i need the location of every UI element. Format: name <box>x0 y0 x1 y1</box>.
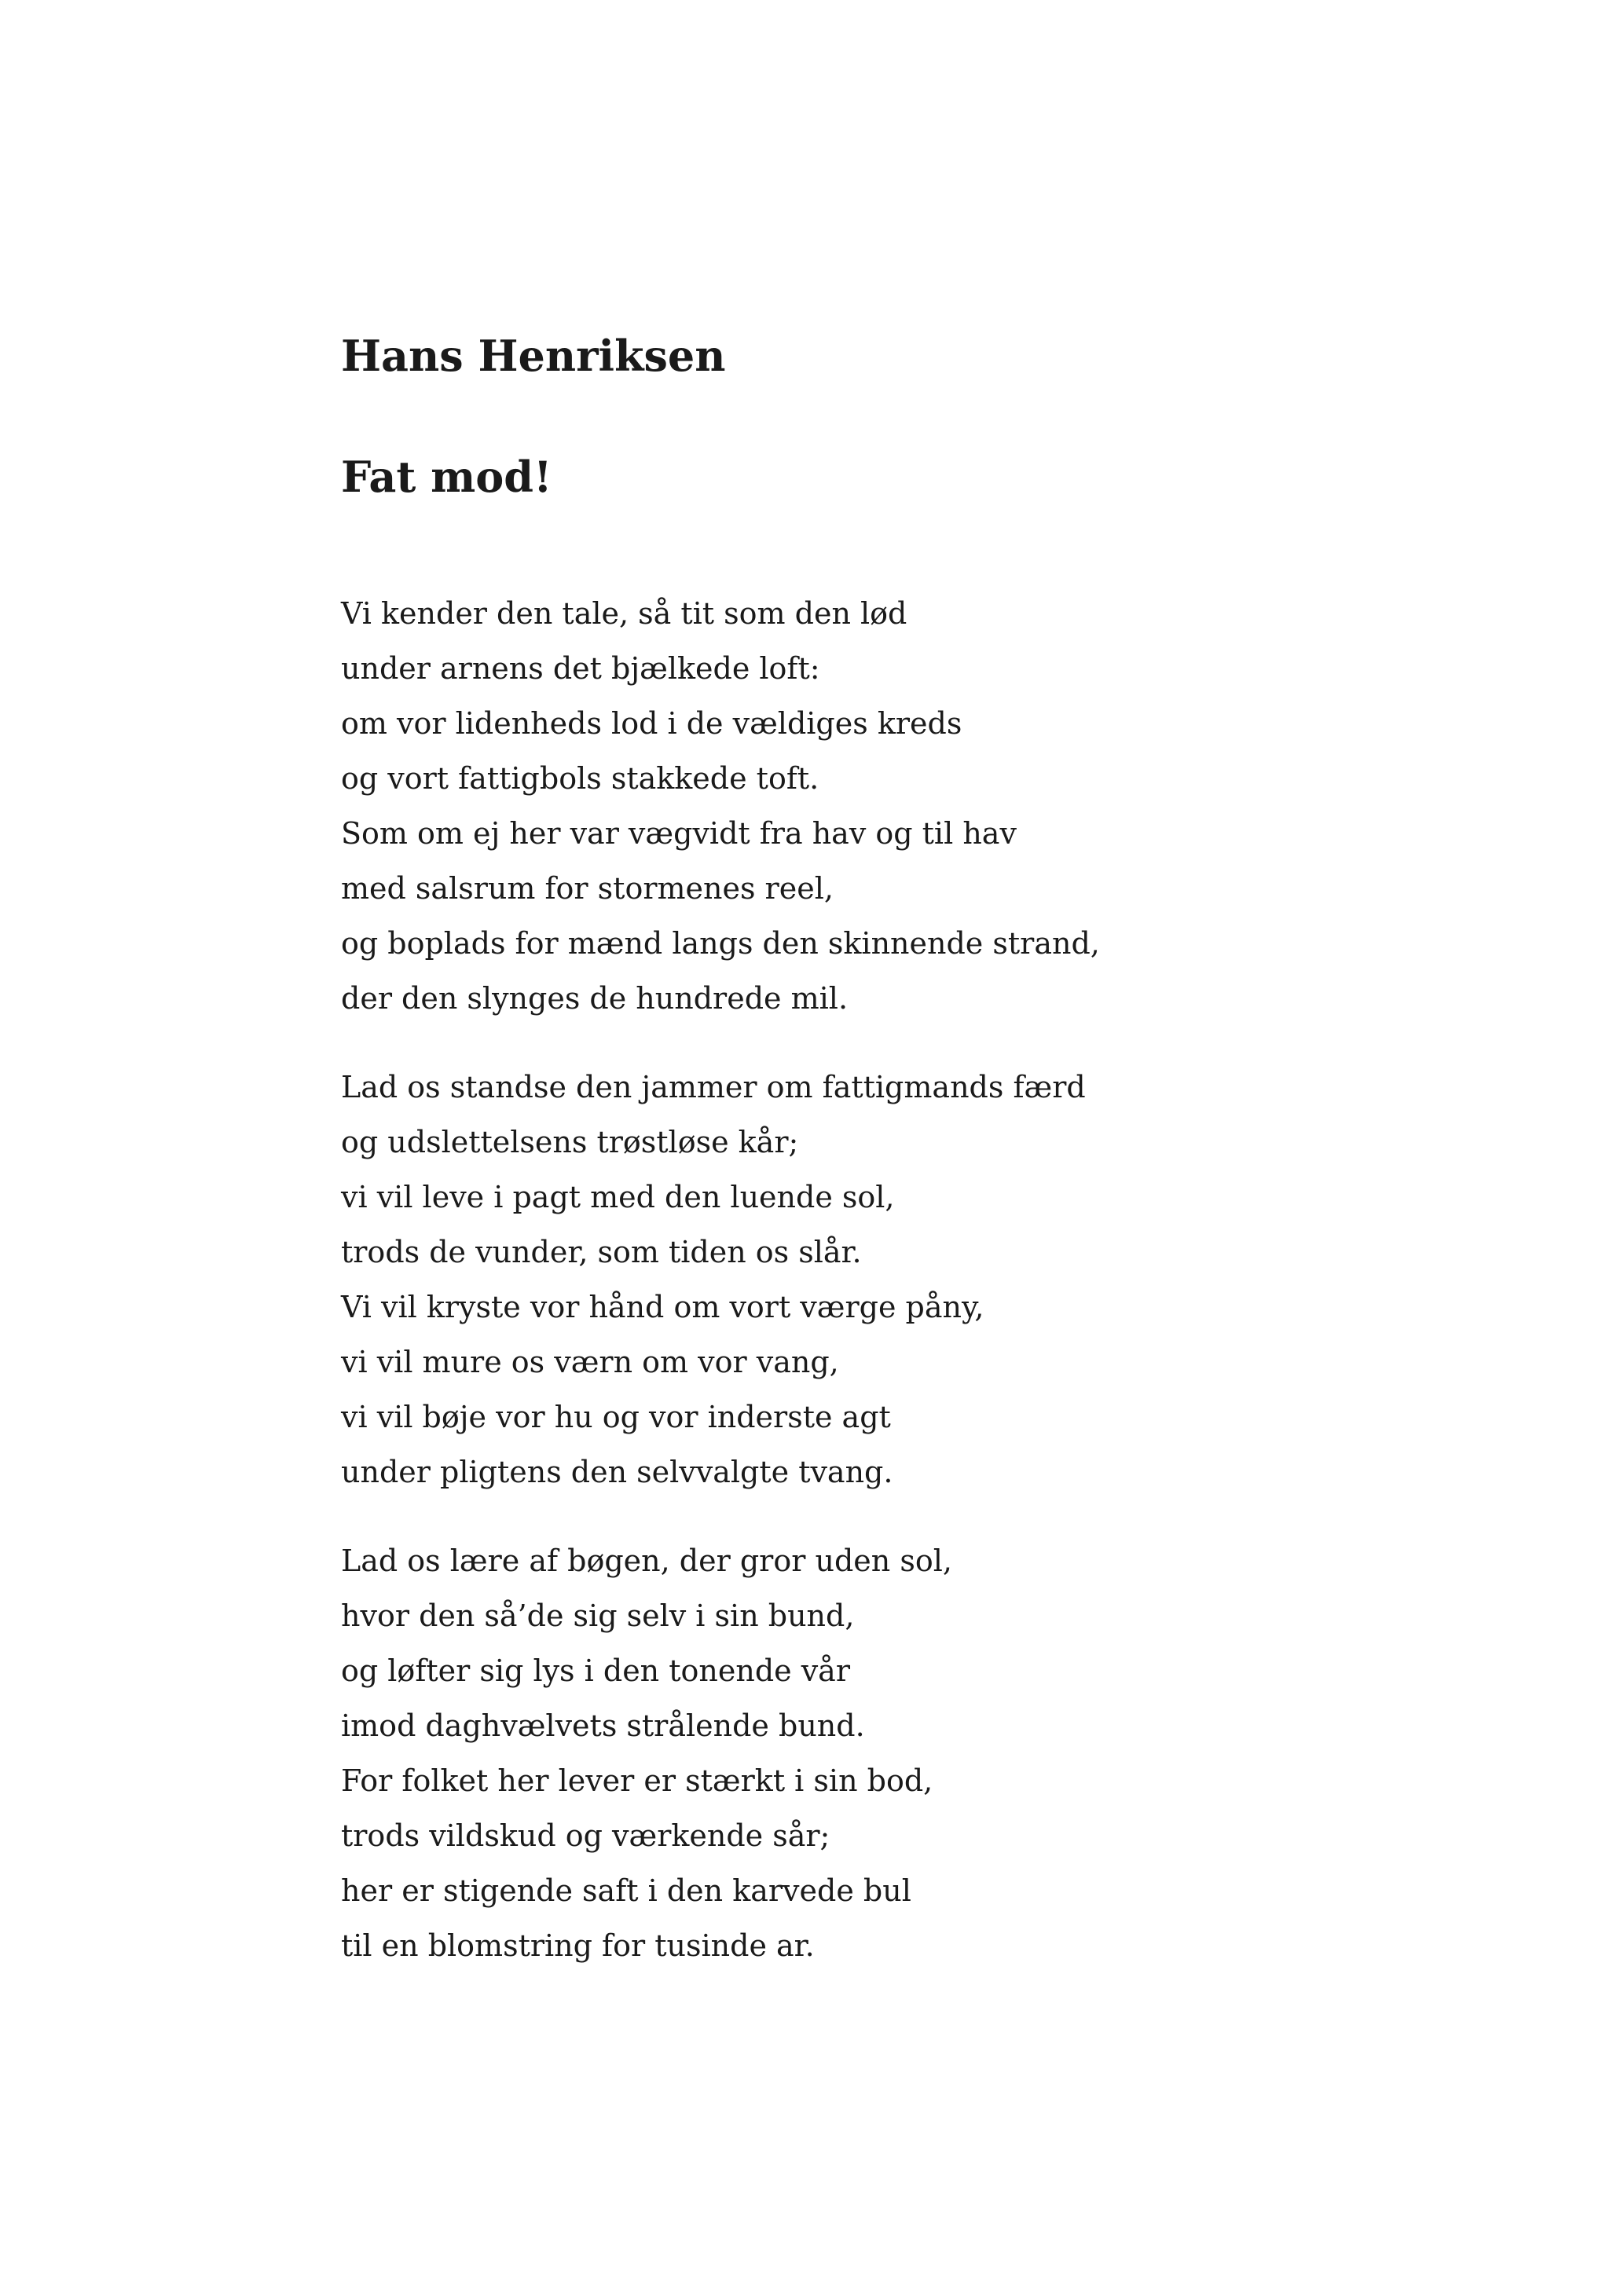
poem-line: hvor den så’de sig selv i sin bund, <box>341 1598 855 1633</box>
poem-line: Lad os standse den jammer om fattigmands færd <box>341 1070 1086 1104</box>
poem-line: og udslettelsens trøstløse kår; <box>341 1125 799 1159</box>
poem-line: Som om ej her var vægvidt fra hav og til hav <box>341 816 1017 851</box>
poem-line: imod daghvælvets strålende bund. <box>341 1708 865 1743</box>
poem-line: om vor lidenheds lod i de vældiges kreds <box>341 706 962 741</box>
poem-content <box>341 328 1441 2007</box>
poem-line: og boplads for mænd langs den skinnende strand, <box>341 926 1100 961</box>
stanza-3 <box>341 1533 1441 1973</box>
poem-line: vi vil bøje vor hu og vor inderste agt <box>341 1400 891 1434</box>
poem-line: under pligtens den selvvalgte tvang. <box>341 1455 893 1489</box>
poem-line: trods de vunder, som tiden os slår. <box>341 1235 862 1269</box>
poem-line: Vi kender den tale, så tit som den lød <box>341 596 907 631</box>
poem-body <box>341 586 1441 1973</box>
poem-line: Lad os lære af bøgen, der gror uden sol, <box>341 1543 952 1578</box>
poem-title: Fat mod! <box>341 452 552 502</box>
poem-line: med salsrum for stormenes reel, <box>341 871 834 906</box>
poem-line: trods vildskud og værkende sår; <box>341 1818 830 1853</box>
poem-line: her er stigende saft i den karvede bul <box>341 1873 911 1908</box>
author-name: Hans Henriksen <box>341 331 726 381</box>
poem-line: vi vil leve i pagt med den luende sol, <box>341 1180 895 1214</box>
stanza-2 <box>341 1060 1441 1500</box>
poem-line: og vort fattigbols stakkede toft. <box>341 761 819 796</box>
poem-line: For folket her lever er stærkt i sin bod, <box>341 1763 933 1798</box>
poem-line: under arnens det bjælkede loft: <box>341 651 820 686</box>
stanza-1 <box>341 586 1441 1026</box>
poem-line: vi vil mure os værn om vor vang, <box>341 1345 839 1379</box>
poem-line: til en blomstring for tusinde ar. <box>341 1928 815 1963</box>
poem-line: og løfter sig lys i den tonende vår <box>341 1653 851 1688</box>
poem-line: der den slynges de hundrede mil. <box>341 981 849 1016</box>
poem-line: Vi vil kryste vor hånd om vort værge påny, <box>341 1290 984 1324</box>
